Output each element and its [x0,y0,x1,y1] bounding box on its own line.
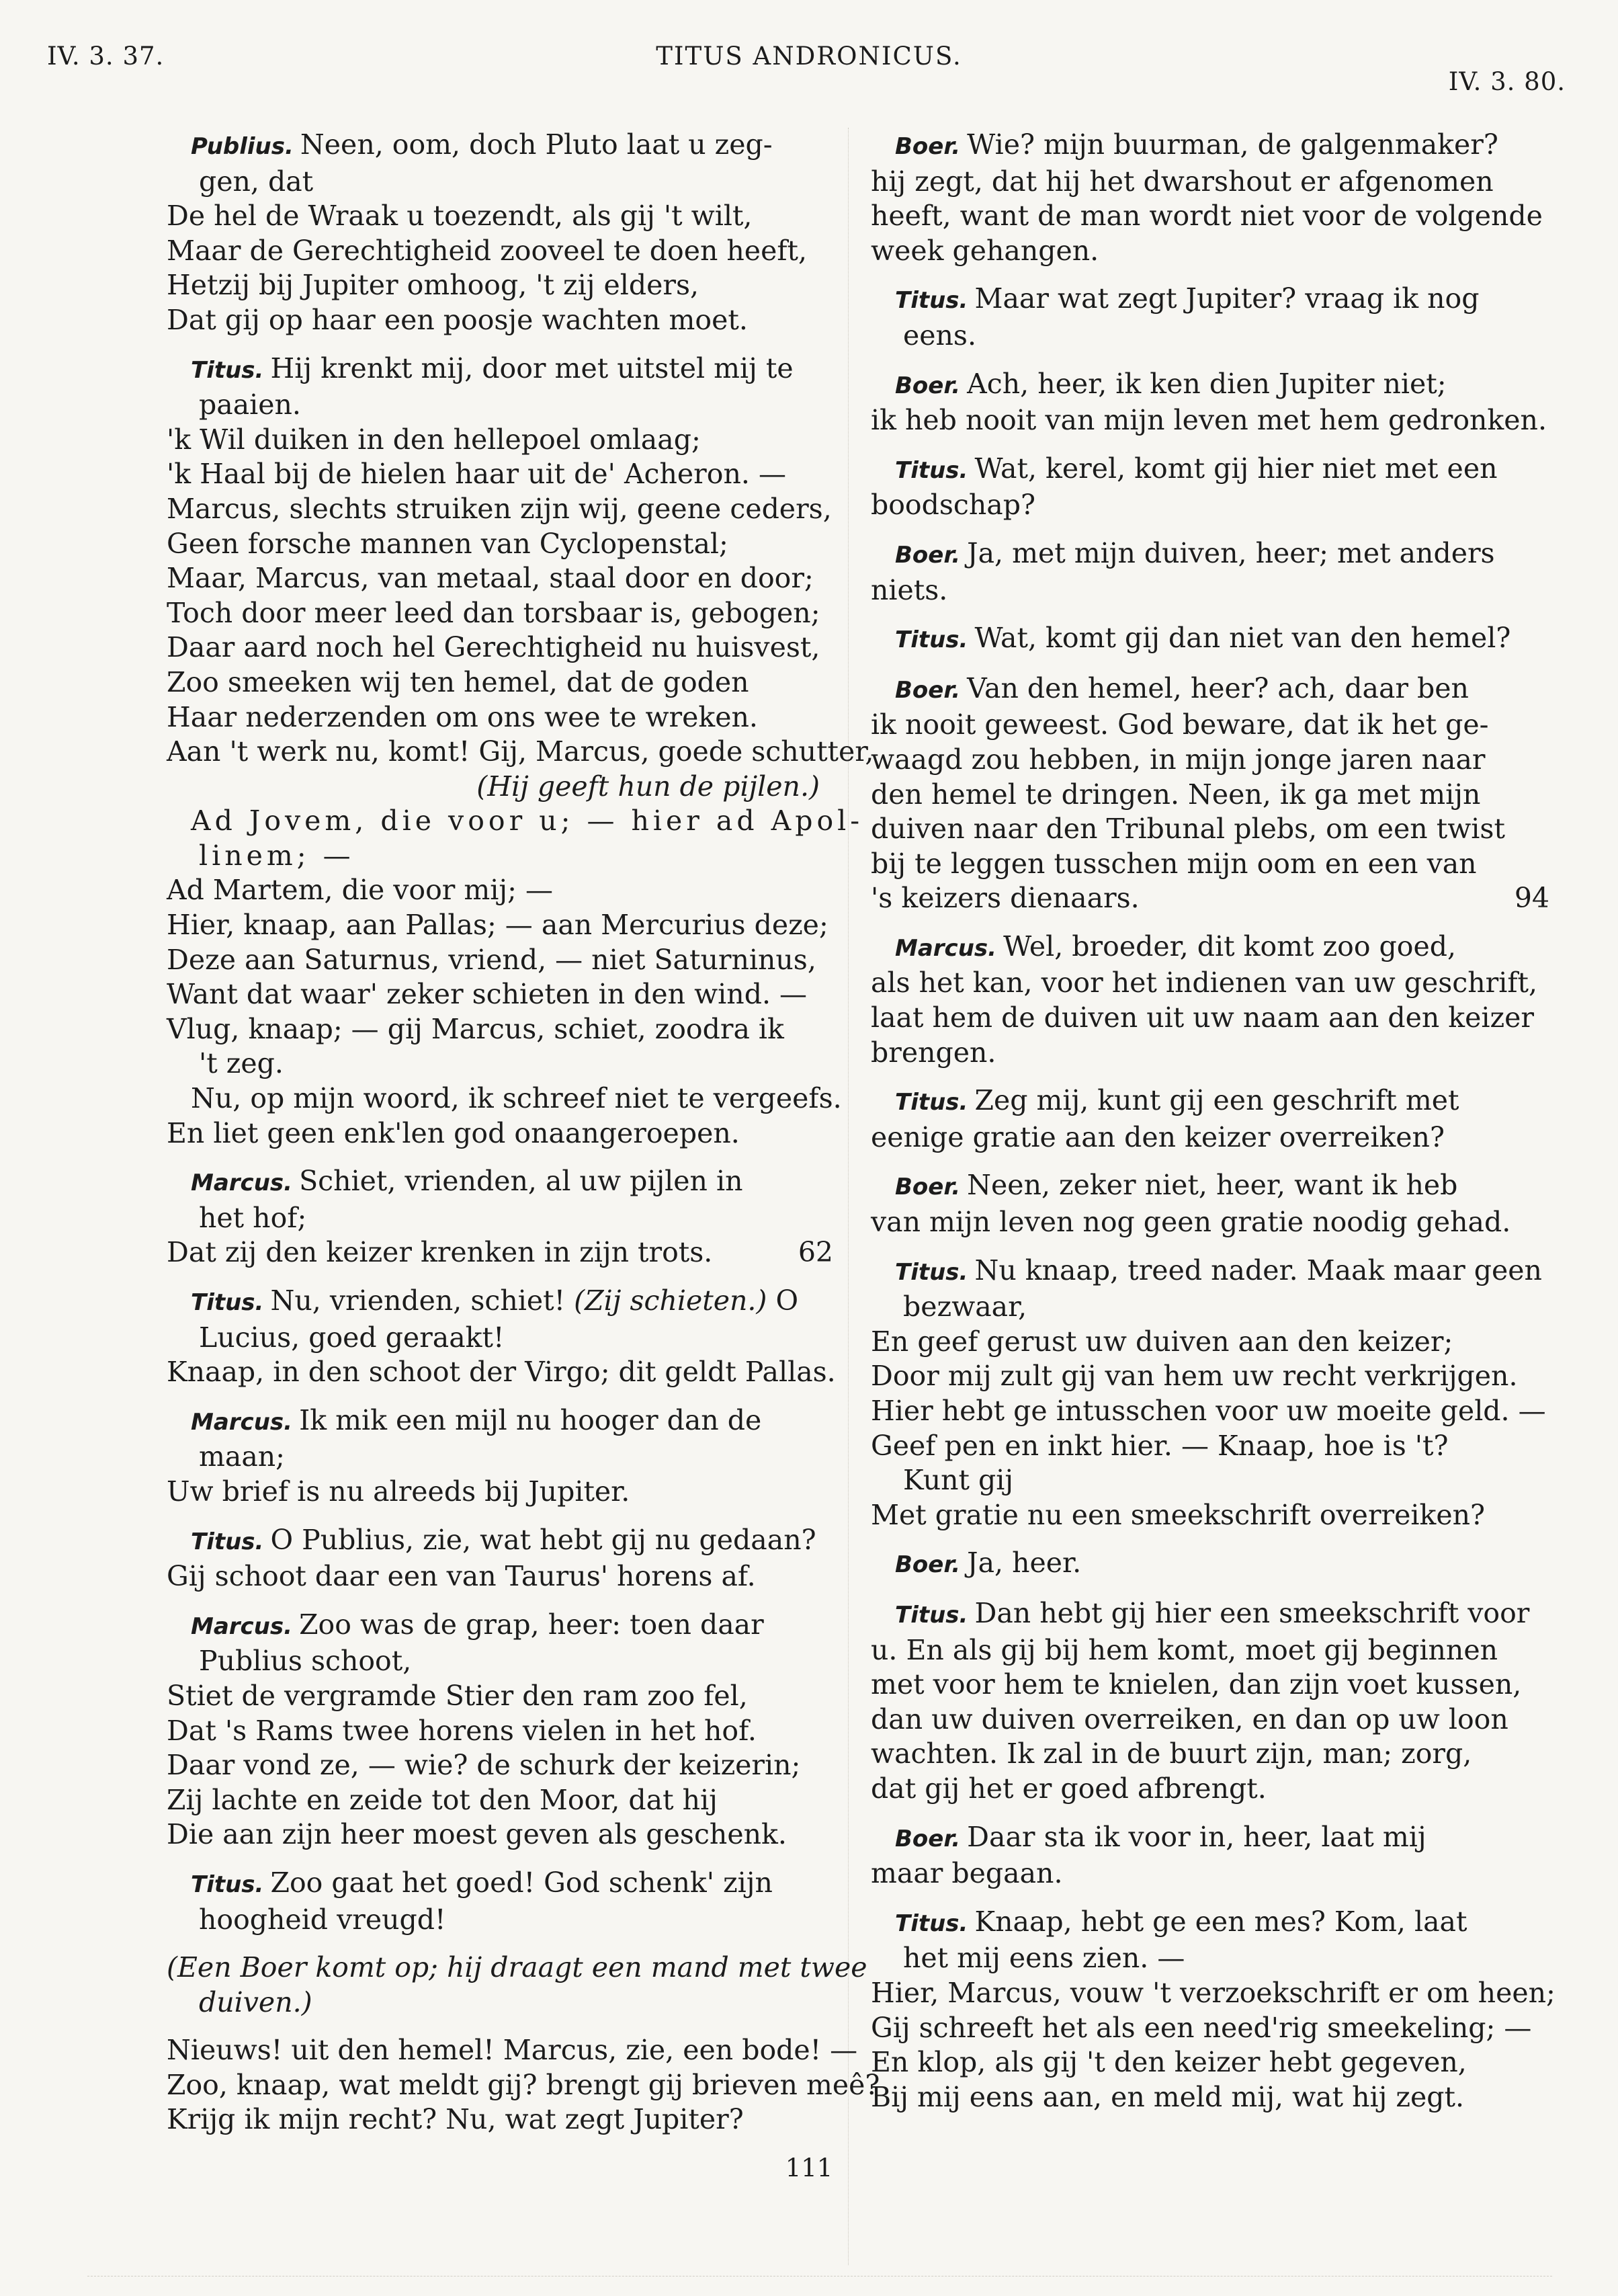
speaker-name: Marcus. [191,1170,293,1197]
verse-line: Zoo smeeken wij ten hemel, dat de goden [167,665,749,698]
verse-line: En klop, als gij 't den keizer hebt gegeven, [871,2046,1467,2079]
verse-line: Dat zij den keizer krenken in zijn trots. [167,1236,713,1269]
verse-line: gen, dat [199,165,314,198]
speaker-name: Titus. [895,456,968,484]
verse-line: De hel de Wraak u toezendt, als gij 't wilt, [167,200,753,233]
speaker-name: Boer. [895,1174,961,1201]
prose-line: Van den hemel, heer? ach, daar ben [967,671,1469,704]
verse-line: Zoo, knaap, wat meldt gij? brengt gij brieven meê? [167,2068,880,2101]
verse-line: Dat 's Rams twee horens vielen in het hof. [167,1714,757,1747]
speech-marcus [167,1164,833,1270]
verse-line: Nieuws! uit den hemel! Marcus, zie, een bode! — [167,2034,858,2067]
speech-boer [871,1168,1549,1239]
verse-line: Ad Martem, die voor mij; — [167,874,553,907]
verse-line: linem; — [199,839,355,872]
verse-line: Knaap, hebt ge een mes? Kom, laat [974,1905,1467,1938]
verse-line: Want dat waar' zeker schieten in den wind. — [167,978,808,1011]
speech-titus [167,1523,833,1594]
stage-direction: (Een Boer komt op; hij draagt een mand met twee [167,1951,867,1984]
prose-line: eenige gratie aan den keizer overreiken? [871,1120,1445,1153]
verse-line: Bij mij eens aan, en meld mij, wat hij zegt. [871,2080,1465,2113]
verse-line: Geef pen en inkt hier. — Knaap, hoe is 't? [871,1429,1449,1462]
speaker-name: Titus. [191,1871,264,1898]
prose-line: laat hem de duiven uit uw naam aan den keizer [871,1001,1534,1034]
speech-titus [871,1254,1549,1533]
speech-marcus [871,930,1549,1070]
verse-line: Met gratie nu een smeekschrift overreiken? [871,1498,1486,1531]
verse-line: O Publius, zie, wat hebt gij nu gedaan? [270,1523,816,1556]
prose-line: met voor hem te knielen, dan zijn voet kussen, [871,1668,1522,1701]
verse-line: Gij schreeft het als een need'rig smeekeling; — [871,2011,1532,2044]
speaker-name: Titus. [895,626,968,654]
verse-line: paaien. [199,388,301,421]
verse-line: Deze aan Saturnus, vriend, — niet Saturninus, [167,943,816,976]
verse-line: Publius schoot, [199,1645,412,1678]
speaker-name: Titus. [191,1528,264,1555]
speaker-name: Marcus. [191,1612,293,1640]
speech-marcus [167,1608,833,1852]
page-number: 111 [785,2154,833,2182]
prose-line: Ja, met mijn duiven, heer; met anders [967,536,1495,569]
right-column [871,128,1556,2128]
prose-line: Wat, komt gij dan niet van den hemel? [974,622,1511,655]
prose-line: hij zegt, dat hij het dwarshout er afgenomen [871,165,1494,198]
speech-titus [871,621,1549,658]
prose-line: maar begaan. [871,1857,1063,1890]
speech-publius [167,128,833,338]
speech-titus [167,1284,836,1390]
speaker-name: Boer. [895,1551,961,1579]
prose-line: eens. [903,319,977,352]
verse-line: Hetzij bij Jupiter omhoog, 't zij elders, [167,269,699,302]
verse-line: 'k Wil duiken in den hellepoel omlaag; [167,423,701,456]
header-act-scene-left: IV. 3. 37. [47,42,165,71]
verse-line: Zoo gaat het goed! God schenk' zijn [270,1866,773,1899]
speaker-name: Titus. [895,1258,968,1286]
scan-edge-artifact [87,2276,1552,2277]
verse-line: Zij lachte en zeide tot den Moor, dat hij [167,1783,718,1816]
verse-line: En liet geen enk'len god onaangeroepen. [167,1116,740,1149]
verse-line: Dat gij op haar een poosje wachten moet. [167,303,748,336]
prose-line: week gehangen. [871,234,1099,267]
verse-line: hoogheid vreugd! [199,1903,446,1936]
prose-line: Dan hebt gij hier een smeekschrift voor [974,1596,1530,1629]
speaker-name: Marcus. [895,934,997,962]
prose-line: Maar wat zegt Jupiter? vraag ik nog [974,282,1480,315]
prose-line: niets. [871,573,948,606]
verse-line: Maar, Marcus, van metaal, staal door en door; [167,562,814,595]
speaker-name: Boer. [895,541,961,569]
verse-line: En geef gerust uw duiven aan den keizer; [871,1325,1453,1358]
speaker-name: Publius. [191,133,294,160]
speech-titus [871,452,1549,523]
verse-line: Knaap, in den schoot der Virgo; dit geldt Pallas. [167,1356,836,1389]
speaker-name: Boer. [895,676,961,704]
speaker-name: Marcus. [191,1408,293,1436]
speaker-name: Titus. [191,356,264,384]
verse-line: Uw brief is nu alreeds bij Jupiter. [167,1475,630,1508]
prose-line: Ja, heer. [967,1547,1082,1580]
prose-line: dan uw duiven overreiken, en dan op uw loon [871,1703,1508,1735]
verse-line: Vlug, knaap; — gij Marcus, schiet, zoodra ik [167,1012,784,1045]
verse-line: Schiet, vrienden, al uw pijlen in [299,1165,743,1198]
speaker-name: Boer. [895,133,961,160]
verse-line: Gij schoot daar een van Taurus' horens af. [167,1560,756,1593]
speech-boer [871,671,1549,916]
verse-line: Hier hebt ge intusschen voor uw moeite geld. — [871,1395,1546,1427]
stage-direction: (Zij schieten.) [574,1284,767,1317]
speaker-name: Boer. [895,372,961,399]
verse-line: Marcus, slechts struiken zijn wij, geene ceders, [167,492,832,525]
prose-line: ik heb nooit van mijn leven met hem gedronken. [871,404,1547,437]
verse-line: 'k Haal bij de hielen haar uit de' Acheron. — [167,458,786,491]
header-act-scene-right: IV. 3. 80. [1448,67,1566,96]
prose-line: den hemel te dringen. Neen, ik ga met mijn [871,778,1481,811]
verse-line: Kunt gij [903,1464,1014,1497]
speech-titus [167,1866,833,1937]
prose-line: dat gij het er goed afbrengt. [871,1772,1267,1805]
prose-line: van mijn leven nog geen gratie noodig gehad. [871,1206,1511,1239]
verse-line: Door mij zult gij van hem uw recht verkrijgen. [871,1360,1518,1393]
prose-line: Wie? mijn buurman, de galgenmaker? [967,128,1498,161]
verse-line: maan; [199,1440,285,1473]
verse-line: Nu knaap, treed nader. Maak maar geen [974,1254,1542,1286]
verse-line: Die aan zijn heer moest geven als geschenk. [167,1818,787,1851]
speech-titus [167,352,874,1151]
verse-line: bezwaar, [903,1290,1027,1323]
prose-line: heeft, want de man wordt niet voor de volgende [871,200,1543,233]
verse-line: Stiet de vergramde Stier den ram zoo fel, [167,1679,748,1712]
speaker-name: Titus. [895,287,968,315]
verse-line: Maar de Gerechtigheid zooveel te doen heeft, [167,234,808,267]
verse-line: Lucius, goed geraakt! [199,1321,505,1354]
speaker-name: Boer. [895,1825,961,1852]
verse-line: Daar vond ze, — wie? de schurk der keizerin; [167,1749,801,1782]
speech-titus [871,1083,1549,1155]
speech-titus-continued [167,2033,880,2137]
verse-line: Hier, Marcus, vouw 't verzoekschrift er om heen; [871,1976,1556,2009]
prose-line: Ach, heer, ik ken dien Jupiter niet; [967,367,1447,400]
verse-line: het mij eens zien. — [903,1942,1185,1975]
prose-line: ik nooit geweest. God beware, dat ik het ge- [871,708,1489,741]
speech-titus [871,1596,1549,1807]
speech-boer [871,536,1549,608]
verse-line: Zoo was de grap, heer: toen daar [299,1608,764,1641]
line-number: 94 [1514,882,1549,915]
speaker-name: Titus. [895,1601,968,1629]
prose-line: bij te leggen tusschen mijn oom en een van [871,847,1477,880]
speech-boer [871,367,1549,438]
verse-line: Ad Jovem, die voor u; — hier ad Apol- [191,805,864,837]
stage-direction: (Hij geeft hun de pijlen.) [476,770,820,803]
verse-line: Nu, vrienden, schiet! [270,1284,566,1317]
speech-titus [871,282,1549,353]
prose-line: Zeg mij, kunt gij een geschrift met [974,1084,1459,1117]
prose-line: boodschap? [871,489,1035,522]
verse-line: Ik mik een mijl nu hooger dan de [299,1403,762,1436]
prose-line: Neen, zeker niet, heer, want ik heb [967,1169,1458,1202]
speech-titus [871,1905,1556,2115]
verse-line: Haar nederzenden om ons wee te wreken. [167,700,758,733]
verse-line: Geen forsche mannen van Cyclopenstal; [167,527,728,560]
speech-marcus [167,1403,833,1510]
speech-boer [871,1820,1549,1891]
speaker-name: Titus. [895,1089,968,1116]
prose-line: Wel, broeder, dit komt zoo goed, [1003,930,1457,962]
line-number: 62 [798,1236,833,1269]
verse-line: Hij krenkt mij, door met uitstel mij te [270,352,794,384]
verse-line: Hier, knaap, aan Pallas; — aan Mercurius deze; [167,909,828,942]
verse-line: Krijg ik mijn recht? Nu, wat zegt Jupiter? [167,2103,744,2136]
prose-line: wachten. Ik zal in de buurt zijn, man; zorg, [871,1737,1472,1770]
verse-line: Aan 't werk nu, komt! Gij, Marcus, goede schutter, [167,735,874,768]
left-column [167,128,880,2151]
verse-line: 't zeg. [199,1047,284,1080]
verse-line: Toch door meer leed dan torsbaar is, gebogen; [167,596,820,629]
speaker-name: Titus. [895,1910,968,1937]
verse-line: Nu, op mijn woord, ik schreef niet te vergeefs. [191,1082,842,1115]
speech-boer [871,128,1549,268]
prose-line: duiven naar den Tribunal plebs, om een twist [871,813,1505,846]
stage-direction: duiven.) [199,1985,312,2018]
verse-line: het hof; [199,1201,307,1234]
verse-line: Neen, oom, doch Pluto laat u zeg- [300,128,773,161]
prose-line: waagd zou hebben, in mijn jonge jaren naar [871,743,1486,776]
prose-line: u. En als gij bij hem komt, moet gij beginnen [871,1633,1498,1666]
verse-line: Daar aard noch hel Gerechtigheid nu huisvest, [167,631,820,664]
column-divider [848,128,849,2265]
prose-line: brengen. [871,1036,996,1069]
prose-line: 's keizers dienaars. [871,882,1140,915]
header-title: TITUS ANDRONICUS. [656,42,962,71]
prose-line: Daar sta ik voor in, heer, laat mij [967,1820,1427,1853]
speaker-name: Titus. [191,1289,264,1316]
prose-line: als het kan, voor het indienen van uw geschrift, [871,967,1538,999]
verse-line: O [775,1284,799,1317]
stage-direction-block [167,1951,867,2020]
speech-boer [871,1546,1549,1583]
prose-line: Wat, kerel, komt gij hier niet met een [974,452,1498,485]
